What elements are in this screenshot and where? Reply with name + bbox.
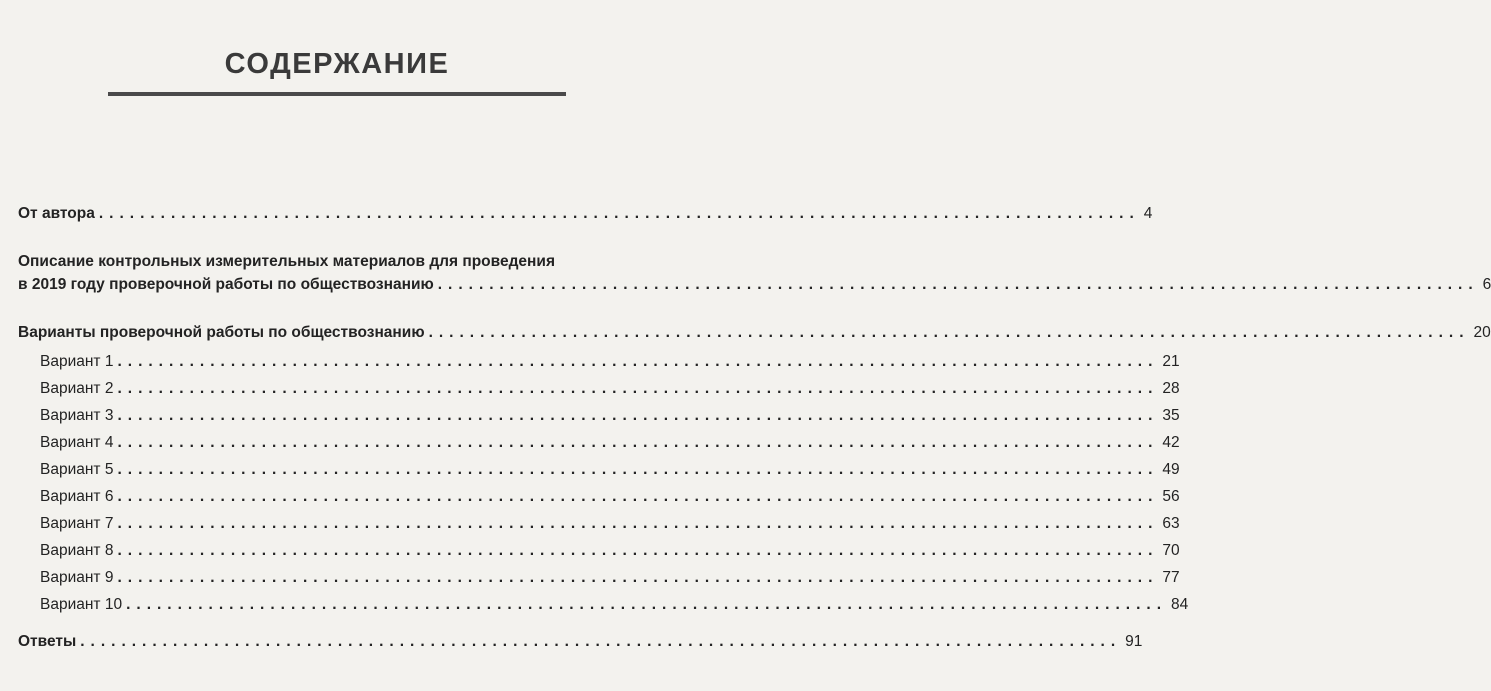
toc-entry-variant[interactable] xyxy=(40,568,1180,588)
toc-entry-variant[interactable] xyxy=(40,541,1180,561)
toc-page-number: 6 xyxy=(1482,276,1491,293)
toc-entry-label: Вариант 1 xyxy=(40,353,114,370)
page-title: СОДЕРЖАНИЕ xyxy=(224,48,450,80)
dot-leader: ..................................................................................................... xyxy=(117,380,1159,397)
toc-entry-author[interactable] xyxy=(18,204,1153,224)
toc-entry-label: Варианты проверочной работы по обществознанию xyxy=(18,324,425,341)
toc-entry-variant[interactable] xyxy=(40,433,1180,453)
toc-entry-variant[interactable] xyxy=(40,379,1180,399)
toc-entry-variant[interactable] xyxy=(40,406,1180,426)
toc-entry-label: Вариант 5 xyxy=(40,461,114,478)
toc-page-number: 4 xyxy=(1143,205,1153,222)
toc-page-number: 28 xyxy=(1162,380,1180,397)
toc-entry-label: Вариант 6 xyxy=(40,488,114,505)
dot-leader: ..................................................................................................... xyxy=(80,633,1122,650)
toc-entry-label: Вариант 7 xyxy=(40,515,114,532)
toc-page-number: 49 xyxy=(1162,461,1180,478)
dot-leader: ..................................................................................................... xyxy=(437,276,1479,293)
toc-entry-answers[interactable] xyxy=(18,632,1143,652)
dot-leader: ..................................................................................................... xyxy=(98,205,1140,222)
toc-page-number: 70 xyxy=(1162,542,1180,559)
toc-entry-label: Ответы xyxy=(18,633,77,650)
toc-entry-variant[interactable] xyxy=(40,460,1180,480)
dot-leader: ..................................................................................................... xyxy=(117,569,1159,586)
toc-page-number: 77 xyxy=(1162,569,1180,586)
toc-page-number: 21 xyxy=(1162,353,1180,370)
dot-leader: ..................................................................................................... xyxy=(117,488,1159,505)
toc-page-number: 63 xyxy=(1162,515,1180,532)
dot-leader: ..................................................................................................... xyxy=(117,542,1159,559)
toc-entry-variant[interactable] xyxy=(40,595,1189,615)
toc-entry-description-line1[interactable]: Описание контрольных измерительных материалов для проведения xyxy=(18,253,555,270)
toc-entry-label: Вариант 3 xyxy=(40,407,114,424)
toc-entry-description[interactable] xyxy=(18,275,1491,295)
toc-page-number: 42 xyxy=(1162,434,1180,451)
dot-leader: ..................................................................................................... xyxy=(117,353,1159,370)
toc-page-number: 35 xyxy=(1162,407,1180,424)
dot-leader: ..................................................................................................... xyxy=(117,434,1159,451)
toc-page-number: 20 xyxy=(1473,324,1491,341)
toc-entry-label: От автора xyxy=(18,205,95,222)
toc-entry-label: Вариант 8 xyxy=(40,542,114,559)
dot-leader: ..................................................................................................... xyxy=(117,515,1159,532)
toc-page-number: 91 xyxy=(1125,633,1143,650)
toc-entry-variant[interactable] xyxy=(40,487,1180,507)
dot-leader: ..................................................................................................... xyxy=(117,407,1159,424)
toc-page-number: 56 xyxy=(1162,488,1180,505)
toc-entry-label: Вариант 10 xyxy=(40,596,123,613)
toc-entry-label: Вариант 2 xyxy=(40,380,114,397)
toc-page-number: 84 xyxy=(1171,596,1189,613)
dot-leader: ..................................................................................................... xyxy=(117,461,1159,478)
toc-entry-variant[interactable] xyxy=(40,352,1180,372)
toc-entry-label: Вариант 9 xyxy=(40,569,114,586)
toc-entry-label: в 2019 году проверочной работы по обществознанию xyxy=(18,276,434,293)
dot-leader: ..................................................................................................... xyxy=(428,324,1470,341)
dot-leader: ..................................................................................................... xyxy=(126,596,1168,613)
title-underline xyxy=(108,92,566,96)
toc-entry-variants[interactable] xyxy=(18,323,1491,343)
toc-entry-variant[interactable] xyxy=(40,514,1180,534)
toc-entry-label: Вариант 4 xyxy=(40,434,114,451)
